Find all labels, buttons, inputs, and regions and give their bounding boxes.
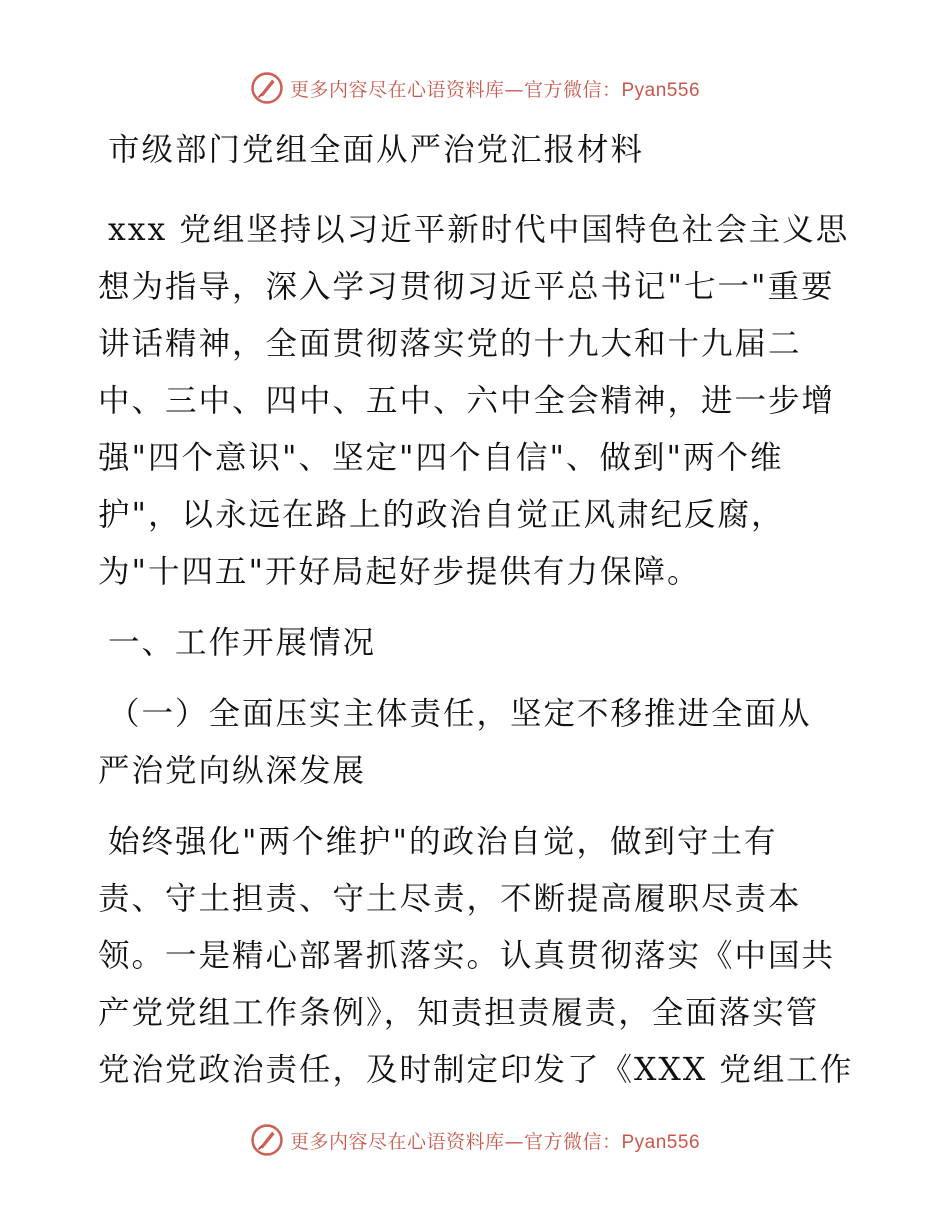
- intro-line: 护"，以永远在路上的政治自觉正风肃纪反腐，: [98, 497, 785, 533]
- watermark-wechat-id: Pyan556: [621, 1131, 701, 1153]
- intro-line: 中、三中、四中、五中、六中全会精神，进一步增: [98, 383, 836, 419]
- intro-line: 讲话精神，全面贯彻落实党的十九大和十九届二: [98, 326, 802, 362]
- subsection-line: （一）全面压实主体责任，坚定不移推进全面从: [108, 696, 812, 732]
- body-line: 始终强化"两个维护"的政治自觉，做到守土有: [108, 824, 778, 860]
- watermark-contact-label: 官方微信：: [523, 78, 622, 101]
- footer-watermark: [0, 1120, 950, 1160]
- watermark-separator: —: [504, 1130, 524, 1153]
- intro-line: 想为指导，深入学习贯彻习近平总书记"七一"重要: [98, 269, 835, 305]
- watermark-wechat-id: Pyan556: [621, 79, 701, 101]
- watermark-contact-label: 官方微信：: [523, 1130, 622, 1153]
- header-watermark: [0, 68, 950, 108]
- body-line: 产党党组工作条例》，知责担责履责，全面落实管: [98, 995, 820, 1031]
- section-heading: 一、工作开展情况: [108, 625, 377, 661]
- intro-paragraph: [98, 202, 858, 601]
- watermark-separator: —: [504, 78, 524, 101]
- intro-line: 强"四个意识"、坚定"四个自信"、做到"两个维: [98, 440, 784, 476]
- subsection-line: 严治党向纵深发展: [98, 753, 367, 789]
- body-line: 党治党政治责任，及时制定印发了《XXX 党组工作: [98, 1052, 854, 1088]
- intro-line: 为"十四五"开好局起好步提供有力保障。: [98, 554, 701, 590]
- watermark-text: 更多内容尽在心语资料库: [289, 78, 505, 101]
- watermark-text: 更多内容尽在心语资料库: [289, 1130, 505, 1153]
- document-title: 市级部门党组全面从严治党汇报材料: [108, 132, 645, 168]
- subsection-heading: [98, 686, 858, 800]
- quill-logo-icon: [250, 71, 284, 105]
- body-line: 责、守土担责、守土尽责，不断提高履职尽责本: [98, 881, 802, 917]
- document-body: [98, 122, 858, 1099]
- body-line: 领。一是精心部署抓落实。认真贯彻落实《中国共: [98, 938, 836, 974]
- quill-logo-icon: [250, 1123, 284, 1157]
- intro-line: xxx 党组坚持以习近平新时代中国特色社会主义思: [108, 212, 850, 248]
- body-paragraph: [98, 814, 858, 1099]
